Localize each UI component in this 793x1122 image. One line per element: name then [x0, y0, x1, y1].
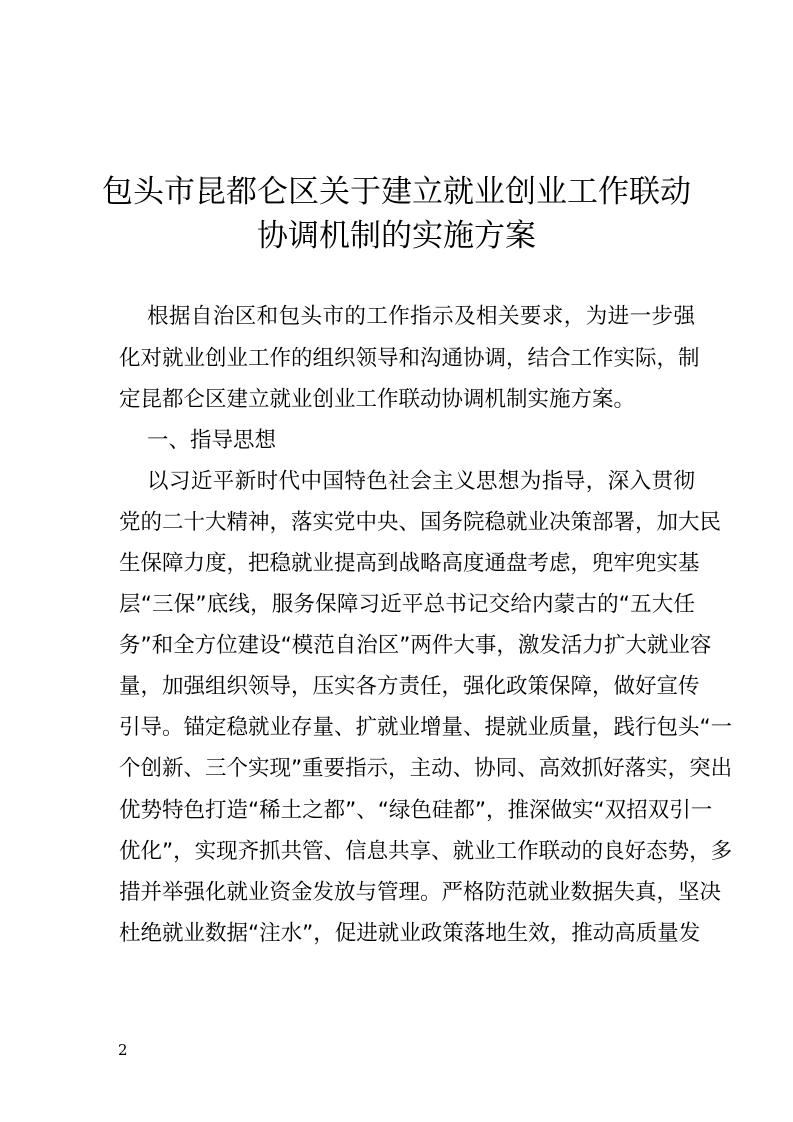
section-line-7: 引导。锚定稳就业存量、扩就业增量、提就业质量，践行包头“一 — [119, 715, 733, 740]
section-line-11: 措并举强化就业资金发放与管理。严格防范就业数据失真，坚决 — [119, 880, 722, 905]
section-line-6: 量，加强组织领导，压实各方责任，强化政策保障，做好宣传 — [119, 674, 700, 699]
document-title-line-1: 包头市昆都仑区关于建立就业创业工作联动 — [102, 174, 691, 210]
section-line-12: 杜绝就业数据“注水”，促进就业政策落地生效，推动高质量发 — [119, 921, 701, 946]
section-line-9: 优势特色打造“稀土之都”、“绿色硅都”，推深做实“双招双引一 — [119, 798, 713, 823]
section-line-2: 党的二十大精神，落实党中央、国务院稳就业决策部署，加大民 — [119, 510, 722, 535]
section-line-1: 以习近平新时代中国特色社会主义思想为指导，深入贯彻 — [147, 469, 695, 494]
section-line-5: 务”和全方位建设“模范自治区”两件大事，激发活力扩大就业容 — [119, 633, 712, 658]
section-line-4: 层“三保”底线，服务保障习近平总书记交给内蒙古的“五大任 — [119, 592, 695, 617]
section-line-8: 个创新、三个实现”重要指示，主动、协同、高效抓好落实，突出 — [119, 756, 733, 781]
section-line-10: 优化”，实现齐抓共管、信息共享、就业工作联动的良好态势，多 — [119, 839, 733, 864]
intro-line-1: 根据自治区和包头市的工作指示及相关要求，为进一步强 — [147, 304, 695, 329]
page-number: 2 — [118, 1041, 128, 1059]
section-line-3: 生保障力度，把稳就业提高到战略高度通盘考虑，兜牢兜实基 — [119, 551, 700, 576]
intro-line-3: 定昆都仑区建立就业创业工作联动协调机制实施方案。 — [119, 387, 636, 412]
intro-line-2: 化对就业创业工作的组织领导和沟通协调，结合工作实际，制 — [119, 346, 700, 371]
section-heading: 一、指导思想 — [147, 428, 277, 453]
document-title-line-2: 协调机制的实施方案 — [257, 218, 536, 254]
